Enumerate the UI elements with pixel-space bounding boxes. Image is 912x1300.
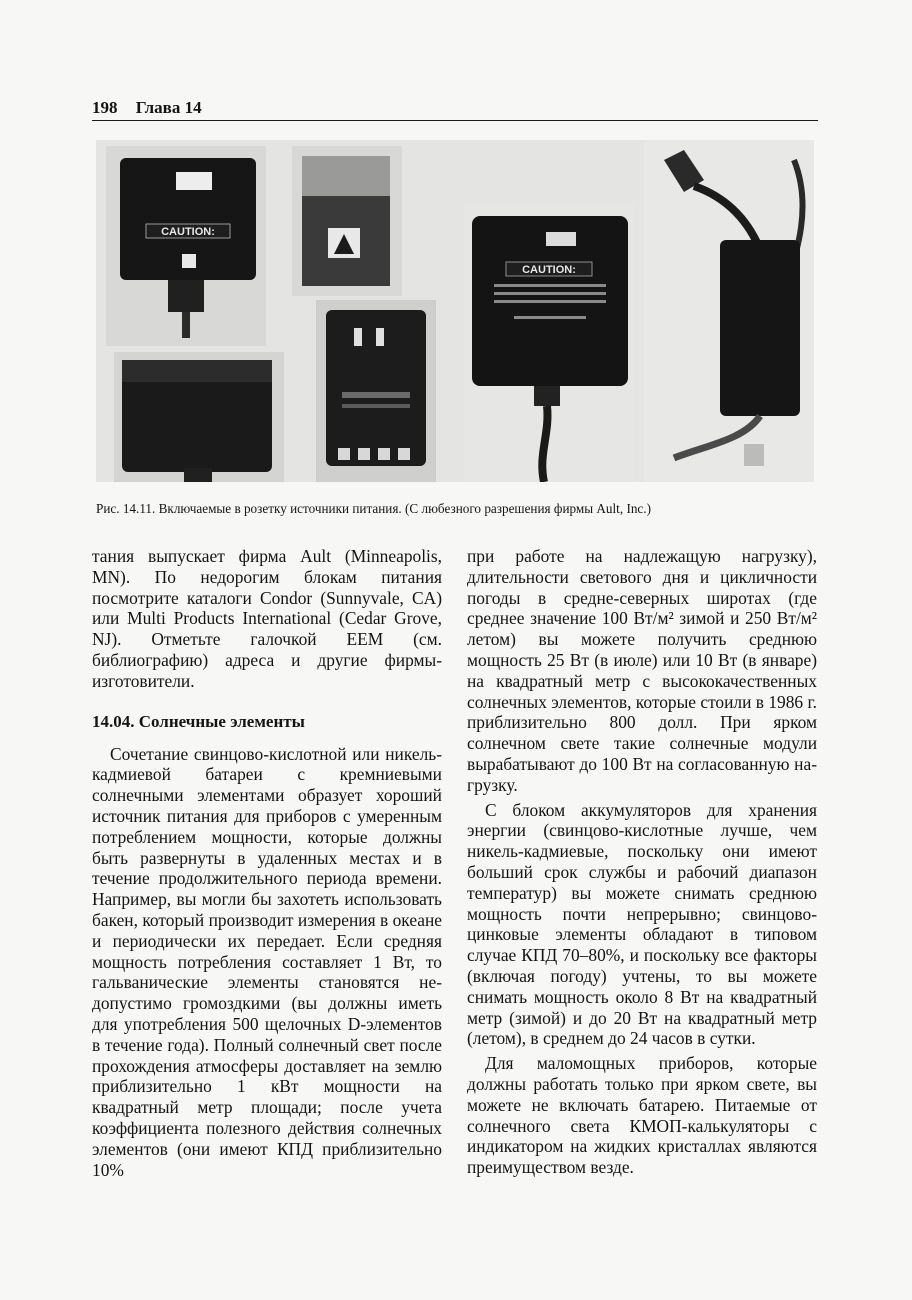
photo-adapter-cube [114,352,284,482]
chapter-title: Глава 14 [135,98,202,117]
photo-adapter-caution-large [464,204,634,482]
paragraph: тания выпускает фирма Ault (Minneapolis, MN). По недорогим блокам питания посмотрите каталоги Condor (Sunnyvale, CA) или Multi Products International (Cedar Grove, NJ). Отметьте галочкой EEM (см. библиографию) адреса и другие фирмы-изготовители. [92,546,442,691]
left-column [92,546,442,1180]
paragraph: Сочетание свинцово-кислотной или никель-кадмиевой батареи с кремниевыми солнечными элементами образует хороший источник питания для приборов с умеренным потреблением мощности, которые должны быть развернуты в удаленных местах и в течение продолжительного периода времени. Например, вы могли бы захотеть использовать бакен, который производит измерения в океане и периодически их передает. Если средняя мощность потребления составляет 1 Вт, то гальванические элементы становятся недопустимо громоздкими (вы должны иметь для употребления 500 щелочных D-элементов в течение года). Полный солнечный свет после прохождения атмосферы доставляет на землю приблизительно 1 кВт мощности на квадратный метр площади; после учета коэффициента полезного действия солнечных элементов (они имеют КПД приблизительно 10% [92,743,442,1180]
figure-power-supplies [96,140,814,482]
paragraph: С блоком аккумуляторов для хранения энергии (свинцово-кислотные лучше, чем никель-кадмиевые, поскольку они имеют больший срок службы и рабочий диапазон температур) вы можете снимать среднюю мощность почти непрерывно; свинцово-цинковые элементы обладают в типовом случае КПД 70–80%, и поскольку все факторы (включая погоду) учтены, то вы можете снимать мощность около 8 Вт на квадратный метр (зимой) и до 20 Вт на квадратный метр (летом), в среднем до 24 часов в сутки. [467,799,817,1049]
page-header [92,98,818,121]
caution-label-2: CAUTION: [522,264,576,276]
section-heading: 14.04. Солнечные элементы [92,711,305,731]
paragraph: при работе на надлежащую нагрузку), длительности светового дня и цикличности погоды в средне-северных широтах (где среднее значение 100 Вт/м² зимой и 250 Вт/м² летом) вы можете получить среднюю мощность 25 Вт (в июле) или 10 Вт (в январе) на квадратный метр с высококачественных солнечных элементов, которые стоили в 1986 г. приблизительно 800 долл. При ярком солнечном свете такие солнечные модули вырабатывают до 100 Вт на согласованную нагрузку. [467,546,817,795]
photo-adapter-caution-small [106,146,266,346]
photo-adapter-desktop [644,140,814,482]
caution-label-1: CAUTION: [161,226,215,238]
paragraph: Для маломощных приборов, которые должны работать только при ярком свете, вы можете не включать батарею. Питаемые от солнечного света КМОП-калькуляторы с индикатором на жидких кристаллах являются преимуществом везде. [467,1053,817,1178]
photo-adapter-terminals [316,300,436,482]
figure-caption: Рис. 14.11. Включаемые в розетку источники питания. (С любезного разрешения фирмы Ault, Inc.) [96,501,651,516]
page-number: 198 [92,98,118,117]
right-column [467,546,817,1178]
photo-adapter-logo [292,146,402,296]
